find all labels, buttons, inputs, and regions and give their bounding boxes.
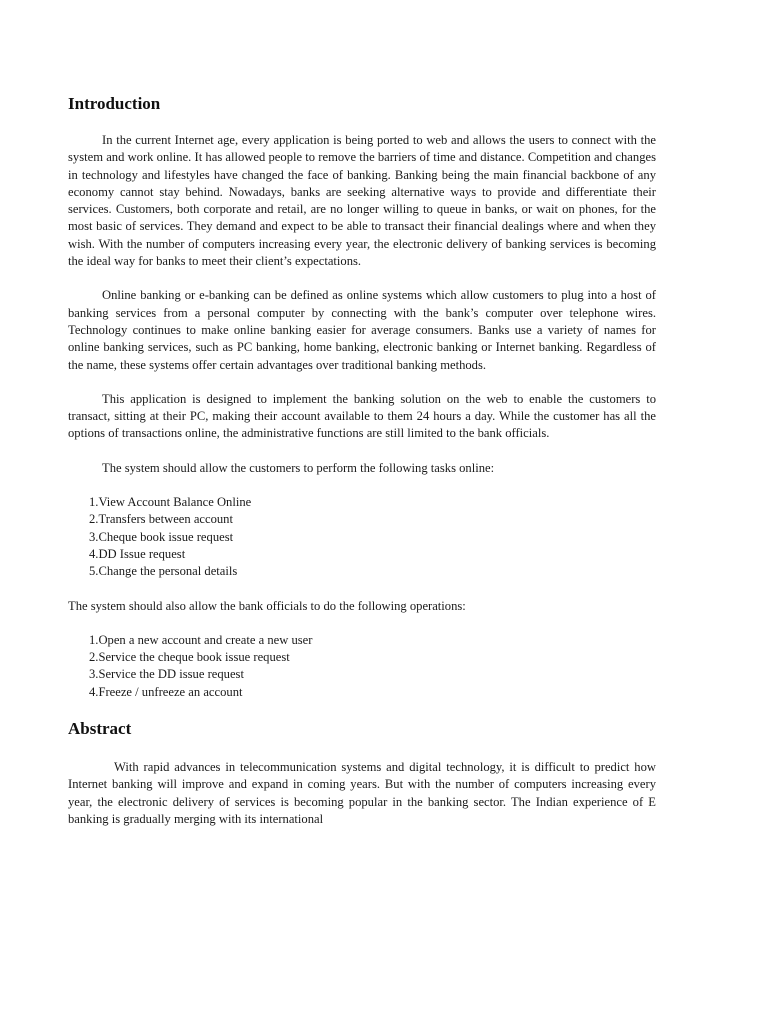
list-item-number: 2. (89, 650, 99, 665)
list-item (68, 684, 656, 701)
list-item (68, 546, 656, 563)
list-item-number: 5. (89, 564, 99, 579)
list-item (68, 494, 656, 511)
list-item-text: DD Issue request (98, 546, 186, 561)
list-item-text: View Account Balance Online (98, 495, 252, 510)
customer-tasks-lead: The system should allow the customers to perform the following tasks online: (102, 460, 495, 475)
abstract-heading: Abstract (68, 719, 132, 739)
list-item-number: 1. (89, 632, 99, 647)
list-item-number: 2. (89, 512, 99, 527)
list-item-text: Service the cheque book issue request (98, 650, 290, 665)
introduction-heading: Introduction (68, 94, 161, 113)
list-item-number: 3. (89, 529, 99, 544)
list-item-text: Cheque book issue request (98, 529, 234, 544)
abstract-paragraph: With rapid advances in telecommunication systems and digital technology, it is difficult to predict how Internet banking will improve and expand in coming years. But with the number of computers increasing every year, the electronic delivery of services is becoming popular in the banking sector. The Indian experience of E banking is gradually merging with its international (68, 760, 656, 826)
list-item (68, 632, 656, 649)
official-tasks-lead: The system should also allow the bank officials to do the following operations: (68, 598, 466, 613)
intro-paragraph-1: In the current Internet age, every application is being ported to web and allows the users to connect with the system and work online. It has allowed people to remove the barriers of time and distance. Competition and changes in technology and lifestyles have changed the face of banking. Banking being the main financial backbone of any economy cannot stay behind. Nowadays, banks are seeking alternative ways to provide and differentiate their services. Customers, both corporate and retail, are no longer willing to queue in banks, or wait on phones, for the most basic of services. They demand and expect to be able to transact their financial dealings where and when they wish. With the number of computers increasing every year, the electronic delivery of banking services is becoming the ideal way for banks to meet their client’s expectations. (68, 133, 656, 269)
intro-paragraph-3: This application is designed to implement the banking solution on the web to enable the customers to transact, sitting at their PC, making their account available to them 24 hours a day. While the customer has all the options of transactions online, the administrative functions are still limited to the bank officials. (68, 391, 656, 441)
list-item-text: Service the DD issue request (98, 667, 244, 682)
list-item-text: Transfers between account (98, 512, 233, 527)
list-item (68, 511, 656, 528)
list-item (68, 563, 656, 580)
list-item-text: Open a new account and create a new user (98, 632, 313, 647)
document-page (68, 90, 656, 828)
list-item (68, 649, 656, 666)
list-item-number: 4. (89, 684, 99, 699)
customer-tasks-list (68, 494, 656, 580)
list-item-number: 1. (89, 495, 99, 510)
list-item-number: 3. (89, 667, 99, 682)
official-tasks-list (68, 632, 656, 701)
list-item (68, 666, 656, 683)
list-item-text: Freeze / unfreeze an account (98, 684, 243, 699)
intro-paragraph-2: Online banking or e-banking can be defined as online systems which allow customers to plug into a host of banking services from a personal computer by connecting with the bank’s computer over telephone wires. Technology continues to make online banking easier for average consumers. Banks use a variety of names for online banking services, such as PC banking, home banking, electronic banking or Internet banking. Regardless of the name, these systems offer certain advantages over traditional banking methods. (68, 288, 656, 372)
list-item-number: 4. (89, 546, 99, 561)
list-item-text: Change the personal details (98, 564, 238, 579)
list-item (68, 529, 656, 546)
